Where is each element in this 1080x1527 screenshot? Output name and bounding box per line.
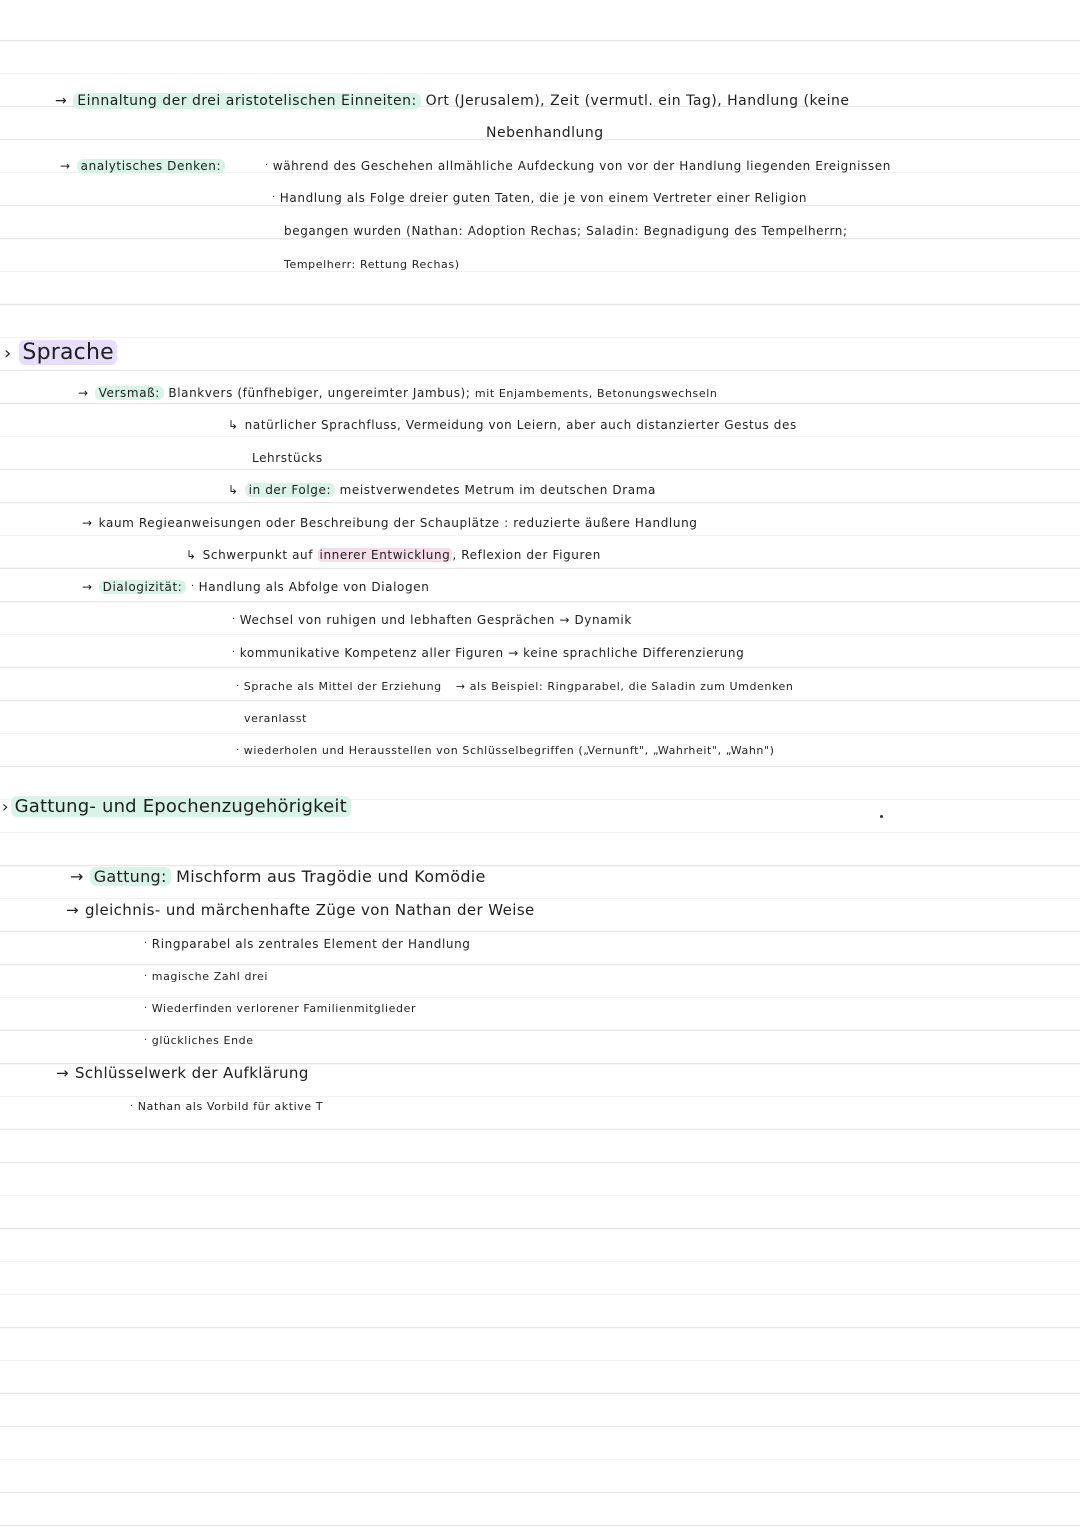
dialog-text-d3: veranlasst	[244, 712, 308, 725]
bullet-icon: ·	[190, 581, 195, 592]
gattung-bullet-5: Nathan als Vorbild für aktive T	[137, 1100, 324, 1113]
arrow-icon: →	[82, 580, 93, 594]
bullet-icon: ·	[272, 192, 276, 203]
chevron-right-icon: ›	[2, 797, 9, 816]
analytisch-text-a: während des Geschehen allmähliche Aufdeckung von vor der Handlung liegenden Ereignissen	[272, 159, 891, 173]
bullet-icon: ·	[236, 745, 240, 756]
einheiten-text: Ort (Jerusalem), Zeit (vermutl. ein Tag), Handlung (keine	[425, 93, 850, 109]
bullet-icon: ·	[265, 160, 269, 171]
heading-sprache-text: Sprache	[19, 340, 116, 365]
heading-gattung	[2, 794, 351, 820]
sub-arrow-icon: ↳	[228, 418, 239, 432]
analytisch-point-b-cont1	[284, 222, 848, 240]
heading-sprache	[4, 340, 117, 367]
stray-dot	[880, 815, 883, 818]
arrow-icon: →	[60, 159, 71, 173]
dialog-text-d2: → als Beispiel: Ringparabel, die Saladin zum Umdenken	[455, 680, 794, 693]
dialog-point-d-cont	[244, 710, 307, 728]
arrow-icon: →	[55, 93, 68, 109]
heading-gattung-text: Gattung- und Epochenzugehörigkeit	[11, 796, 351, 817]
term-einheiten: Einnaltung der drei aristotelischen Einneiten:	[73, 93, 420, 109]
note-line-einheiten	[55, 92, 850, 110]
term-dialogizitaet: Dialogizität:	[99, 580, 187, 594]
term-gattung: Gattung:	[90, 867, 171, 886]
note-line-lehrstueck	[252, 449, 323, 467]
note-line-maerchen	[66, 901, 535, 919]
sprachfluss-text: natürlicher Sprachfluss, Vermeidung von Leiern, aber auch distanzierter Gestus des	[244, 418, 797, 432]
dialog-text-b: Wechsel von ruhigen und lebhaften Gesprächen → Dynamik	[239, 613, 632, 627]
bullet-icon: ·	[130, 1101, 134, 1112]
gattung-point-4	[144, 1032, 254, 1050]
note-line-schwerpunkt	[186, 546, 601, 564]
lehrstueck-text: Lehrstücks	[252, 451, 323, 465]
note-line-versmass	[78, 384, 717, 403]
analytisch-point-b	[272, 189, 807, 207]
analytisch-point-a	[265, 157, 891, 175]
arrow-icon: →	[78, 386, 89, 400]
sub-arrow-icon: ↳	[186, 548, 197, 562]
bullet-icon: ·	[232, 614, 236, 625]
arrow-icon: →	[82, 516, 93, 530]
dialog-point-d	[236, 678, 794, 696]
bullet-icon: ·	[144, 971, 148, 982]
bullet-icon: ·	[144, 1003, 148, 1014]
versmass-text: Blankvers (fünfhebiger, ungereimter Jambus);	[168, 386, 471, 400]
term-versmass: Versmaß:	[95, 386, 164, 400]
dialog-text-e: wiederholen und Herausstellen von Schlüsselbegriffen („Vernunft", „Wahrheit", „Wahn")	[243, 744, 775, 757]
analytisch-text-b1: Handlung als Folge dreier guten Taten, die je von einem Vertreter einer Religion	[279, 191, 808, 205]
dialog-point-e	[236, 742, 775, 760]
gattung-point-1	[144, 935, 471, 953]
note-line-sprachfluss	[228, 416, 797, 434]
gattung-bullet-3: Wiederfinden verlorener Familienmitglieder	[151, 1002, 417, 1015]
arrow-icon: →	[70, 867, 84, 886]
aufklaerung-text: Schlüsselwerk der Aufklärung	[74, 1064, 309, 1082]
schwerpunkt-text-b: , Reflexion der Figuren	[452, 548, 601, 562]
bullet-icon: ·	[144, 1035, 148, 1046]
gattung-bullet-2: magische Zahl drei	[151, 970, 268, 983]
dialog-point-b	[232, 611, 632, 629]
arrow-icon: →	[66, 901, 79, 919]
sub-arrow-icon: ↳	[228, 483, 239, 497]
chevron-right-icon: ›	[4, 343, 12, 364]
note-line-gattung	[70, 868, 486, 886]
dialog-text-a: Handlung als Abfolge von Dialogen	[198, 580, 430, 594]
einheiten-text-cont: Nebenhandlung	[486, 125, 604, 141]
note-line-folge	[228, 481, 656, 499]
schwerpunkt-text-a: Schwerpunkt auf	[202, 548, 314, 562]
gattung-point-3	[144, 1000, 416, 1018]
arrow-icon: →	[56, 1064, 69, 1082]
dialog-point-c	[232, 644, 744, 662]
note-line-analytisch	[60, 157, 225, 175]
bullet-icon: ·	[236, 681, 240, 692]
bullet-icon: ·	[144, 938, 148, 949]
note-line-einheiten-cont	[486, 124, 604, 142]
note-line-regie	[82, 514, 698, 532]
gattung-text: Mischform aus Tragödie und Komödie	[176, 867, 486, 886]
gattung-bullet-1: Ringparabel als zentrales Element der Handlung	[151, 937, 471, 951]
gattung-point-2	[144, 968, 268, 986]
analytisch-point-b-cont2	[284, 256, 460, 274]
bullet-icon: ·	[232, 647, 236, 658]
gattung-point-5	[130, 1098, 323, 1116]
gattung-bullet-4: glückliches Ende	[151, 1034, 254, 1047]
note-line-aufklaerung	[56, 1064, 309, 1082]
note-line-dialogizitaet	[82, 578, 429, 596]
dialog-text-d1: Sprache als Mittel der Erziehung	[243, 680, 442, 693]
regie-text: kaum Regieanweisungen oder Beschreibung der Schauplätze : reduzierte äußere Handlung	[98, 516, 698, 530]
folge-text: meistverwendetes Metrum im deutschen Drama	[339, 483, 656, 497]
term-folge: in der Folge:	[245, 483, 336, 497]
dialog-text-c: kommunikative Kompetenz aller Figuren → keine sprachliche Differenzierung	[239, 646, 745, 660]
term-analytisch: analytisches Denken:	[77, 159, 225, 173]
analytisch-text-b2: begangen wurden (Nathan: Adoption Rechas; Saladin: Begnadigung des Tempelherrn;	[284, 224, 848, 238]
versmass-small: mit Enjambements, Betonungswechseln	[474, 387, 718, 400]
term-innere-entwicklung: innerer Entwicklung	[319, 548, 451, 562]
analytisch-text-b3: Tempelherr: Rettung Rechas)	[284, 258, 460, 271]
maerchen-text: gleichnis- und märchenhafte Züge von Nathan der Weise	[84, 901, 535, 919]
